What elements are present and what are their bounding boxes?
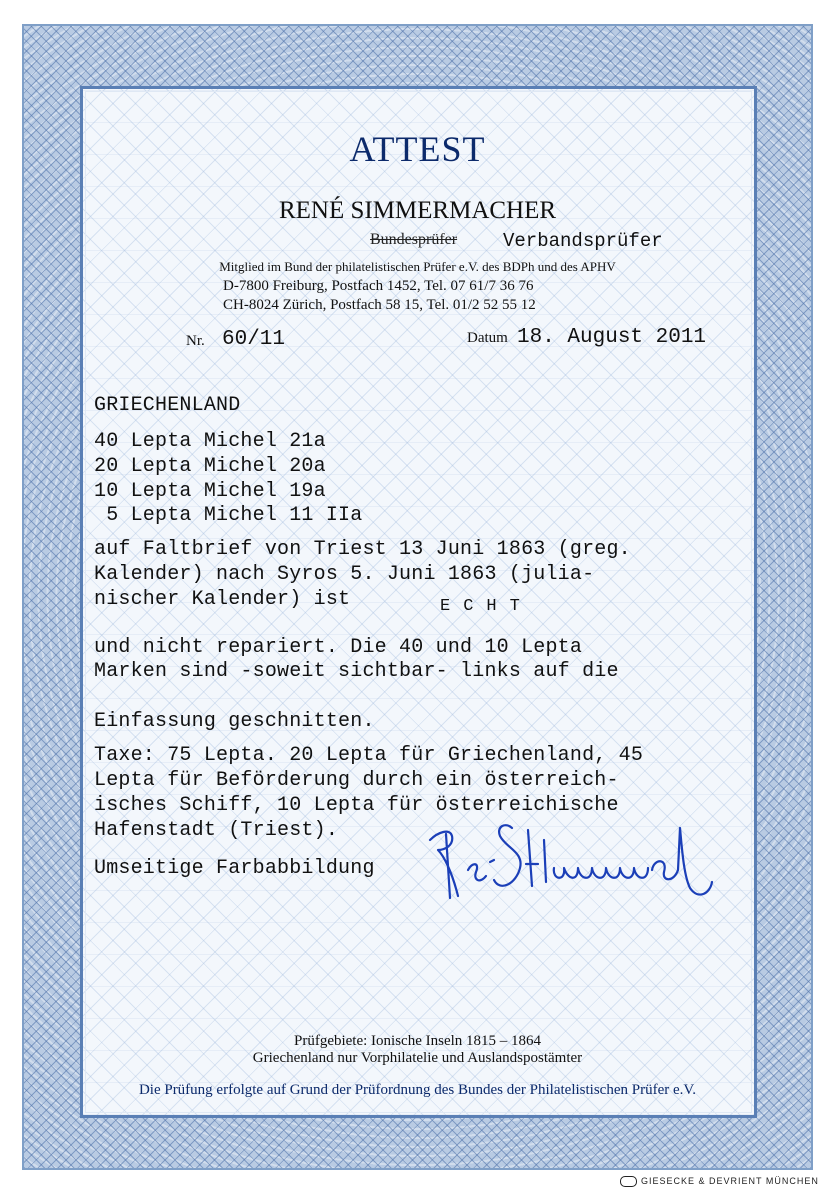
examiner-role: Verbandsprüfer bbox=[503, 230, 663, 252]
paragraph-line: und nicht repariert. Die 40 und 10 Lepta bbox=[94, 636, 583, 659]
address-freiburg: D-7800 Freiburg, Postfach 1452, Tel. 07 61/7 36 76 bbox=[223, 278, 534, 294]
paragraph-line: Kalender) nach Syros 5. Juni 1863 (julia- bbox=[94, 563, 595, 586]
taxe-line: Hafenstadt (Triest). bbox=[94, 819, 339, 842]
country: GRIECHENLAND bbox=[94, 394, 241, 417]
stamp-line: 20 Lepta Michel 20a bbox=[94, 455, 326, 478]
nr-label: Nr. bbox=[186, 333, 205, 349]
exam-basis: Die Prüfung erfolgte auf Grund der Prüfordnung des Bundes der Philatelistischen Prüfer e.V. bbox=[138, 1082, 697, 1098]
certificate-title: ATTEST bbox=[349, 129, 486, 169]
stamp-line: 10 Lepta Michel 19a bbox=[94, 480, 326, 503]
taxe-line: Taxe: 75 Lepta. 20 Lepta für Griechenland, 45 bbox=[94, 744, 644, 767]
verdict-echt: ECHT bbox=[440, 597, 533, 616]
paragraph-line: auf Faltbrief von Triest 13 Juni 1863 (greg. bbox=[94, 538, 631, 561]
handwritten-signature bbox=[428, 810, 718, 920]
membership-line: Mitglied im Bund der philatelistischen Prüfer e.V. des BDPh und des APHV bbox=[219, 259, 616, 274]
color-image-note: Umseitige Farbabbildung bbox=[94, 857, 375, 880]
printer-imprint bbox=[620, 1176, 819, 1187]
struck-role: Bundesprüfer bbox=[370, 231, 458, 248]
paragraph-line: Marken sind -soweit sichtbar- links auf die bbox=[94, 660, 619, 683]
exam-areas-line-1: Prüfgebiete: Ionische Inseln 1815 – 1864 bbox=[293, 1033, 542, 1049]
paragraph-line: nischer Kalender) ist bbox=[94, 588, 351, 611]
paragraph-line: Einfassung geschnitten. bbox=[94, 710, 375, 733]
stamp-line: 40 Lepta Michel 21a bbox=[94, 430, 326, 453]
stamp-line: 5 Lepta Michel 11 IIa bbox=[94, 504, 363, 527]
address-zurich: CH-8024 Zürich, Postfach 58 15, Tel. 01/2 52 55 12 bbox=[223, 297, 536, 313]
exam-areas-line-2: Griechenland nur Vorphilatelie und Auslandspostämter bbox=[252, 1050, 583, 1066]
printer-logo-icon bbox=[620, 1176, 637, 1187]
datum-label: Datum bbox=[467, 330, 508, 346]
taxe-line: isches Schiff, 10 Lepta für österreichische bbox=[94, 794, 619, 817]
printer-name: GIESECKE & DEVRIENT MÜNCHEN bbox=[641, 1176, 819, 1186]
datum-value: 18. August 2011 bbox=[517, 326, 707, 349]
taxe-line: Lepta für Beförderung durch ein österreich- bbox=[94, 769, 619, 792]
nr-value: 60/11 bbox=[222, 328, 286, 351]
examiner-name: RENÉ SIMMERMACHER bbox=[278, 197, 557, 224]
